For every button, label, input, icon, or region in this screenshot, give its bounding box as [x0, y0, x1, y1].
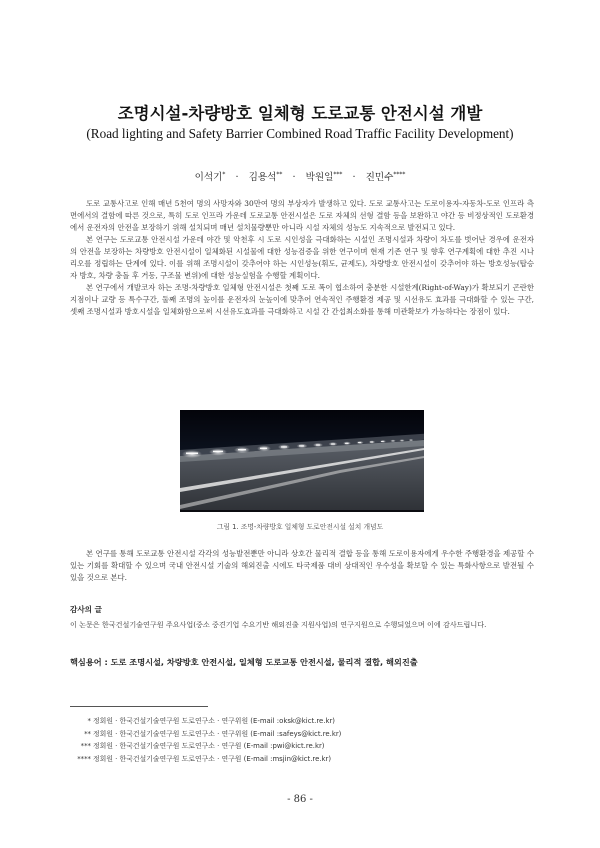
footnote-item: [70, 740, 470, 753]
footnote-item: [70, 715, 470, 728]
author-name: 진민수: [365, 172, 394, 183]
body-paragraph: 본 연구를 통해 도로교통 안전시설 각각의 성능발전뿐만 아니라 상호간 물리적 결합 등을 통해 도로이용자에게 우수한 주행환경을 제공할 수 있는 기회를 확대할 수 있으며 국내 안전시설 기술의 해외진출 시에도 타국제품 대비 상대적인 우수성을 확보할 수 있는 특화사항으로 발전될 수 있을 것으로 본다.: [70, 549, 534, 582]
figure-night-road-illustration: [180, 410, 424, 512]
footnote-item: [70, 728, 470, 741]
author-1: [195, 172, 226, 183]
acknowledgement-text: 이 논문은 한국건설기술연구원 주요사업(중소 중견기업 수요기반 해외진출 지원사업)의 연구지원으로 수행되었으며 이에 감사드립니다.: [70, 620, 487, 629]
author-3: [306, 172, 343, 183]
body-paragraph: 도로 교통사고로 인해 매년 5천여 명의 사망자와 30만여 명의 부상자가 발생하고 있다. 도로 교통사고는 도로이용자-자동차-도로 인프라 측면에서의 결함에 따른 것으로, 특히 도로 인프라 가운데 도로교통 안전시설은 도로 자체의 선형 결함 등을 보완하고 야간 등 비정상적인 도로환경에서 운전자의 안전을 보장하기 위해 설치되며 매년 설치물량뿐만 아니라 시설 자체의 성능도 지속적으로 발전되고 있다.: [70, 199, 534, 232]
keywords-items: 도로 조명시설, 차량방호 안전시설, 일체형 도로교통 안전시설, 물리적 결합, 해외진출: [110, 657, 418, 667]
author-separator: ·: [352, 172, 356, 183]
footnote-item: [70, 753, 470, 766]
author-2: [249, 172, 283, 183]
footnote-mark: **: [84, 729, 91, 738]
author-name: 이석기: [194, 172, 223, 183]
author-4: [366, 172, 406, 183]
author-separator: ·: [235, 172, 239, 183]
author-line: [0, 169, 600, 183]
figure-caption: 그림 1. 조명-차량방호 일체형 도로안전시설 설치 개념도: [216, 523, 384, 531]
footnote-divider: [70, 706, 208, 707]
author-mark: **: [276, 171, 283, 178]
footnote-text: 정회원 · 한국건설기술연구원 도로연구소 · 연구원 (E-mail :msjin@kict.re.kr): [93, 754, 332, 763]
paper-title-english: (Road lighting and Safety Barrier Combined Road Traffic Facility Development): [86, 126, 514, 141]
author-mark: *: [222, 171, 226, 178]
author-mark: ***: [333, 171, 343, 178]
footnote-text: 정회원 · 한국건설기술연구원 도로연구소 · 연구원 (E-mail :pwi@kict.re.kr): [93, 742, 325, 750]
footnote-text: 정회원 · 한국건설기술연구원 도로연구소 · 연구위원 (E-mail :oksk@kict.re.kr): [93, 717, 335, 725]
author-name: 박원일: [305, 172, 334, 183]
footnotes: [70, 715, 470, 765]
footnote-mark: ***: [80, 742, 91, 750]
footnote-mark: *: [87, 717, 91, 725]
footnote-mark: ****: [77, 754, 91, 763]
body-before-figure: [70, 198, 534, 318]
keywords-label: 핵심용어 :: [70, 657, 108, 667]
page-number: - 86 -: [287, 794, 313, 805]
body-paragraph: 본 연구에서 개발코자 하는 조명-차량방호 일체형 안전시설은 첫째 도로 폭이 협소하여 충분한 시설한계(Right-of-Way)가 확보되기 곤란한 지점이나 교량 등 특수구간, 둘째 조명의 높이를 운전자의 눈높이에 맞추어 연속적인 주행환경 제공 및 시선유도 효과를 극대화할 수 있는 구간, 셋째 조명시설과 방호시설을 일체화함으로써 시선유도효과를 극대화하고 시설 간 간섭최소화를 통해 미관확보가 가능하다는 장점이 있다.: [70, 283, 534, 316]
body-after-figure: [70, 548, 534, 584]
footnote-text: 정회원 · 한국건설기술연구원 도로연구소 · 연구위원 (E-mail :safeys@kict.re.kr): [93, 729, 342, 738]
author-mark: ****: [393, 171, 406, 178]
body-paragraph: 본 연구는 도로교통 안전시설 가운데 야간 및 악천후 시 도로 시인성을 극대화하는 시설인 조명시설과 차량이 차도를 벗어난 경우에 운전자의 안전을 보장하는 차량방호 안전시설이 일체화된 시설물에 대한 성능검증을 위한 연구이며 현재 기존 연구 및 향후 연구계획에 대한 추진 시나리오를 정립하는 단계에 있다. 이를 위해 조명시설이 갖추어야 하는 시인성능(휘도, 균제도), 차량방호 안전시설이 갖추어야 하는 방호성능(탑승자 방호, 차량 충돌 후 거동, 구조물 변위)에 대한 성능실험을 수행할 계획이다.: [70, 235, 534, 280]
author-name: 김용석: [248, 172, 277, 183]
paper-title-korean: 조명시설-차량방호 일체형 도로교통 안전시설 개발: [117, 104, 483, 123]
keywords: [70, 657, 540, 668]
acknowledgement-heading: 감사의 글: [70, 605, 102, 614]
author-separator: ·: [292, 172, 296, 183]
